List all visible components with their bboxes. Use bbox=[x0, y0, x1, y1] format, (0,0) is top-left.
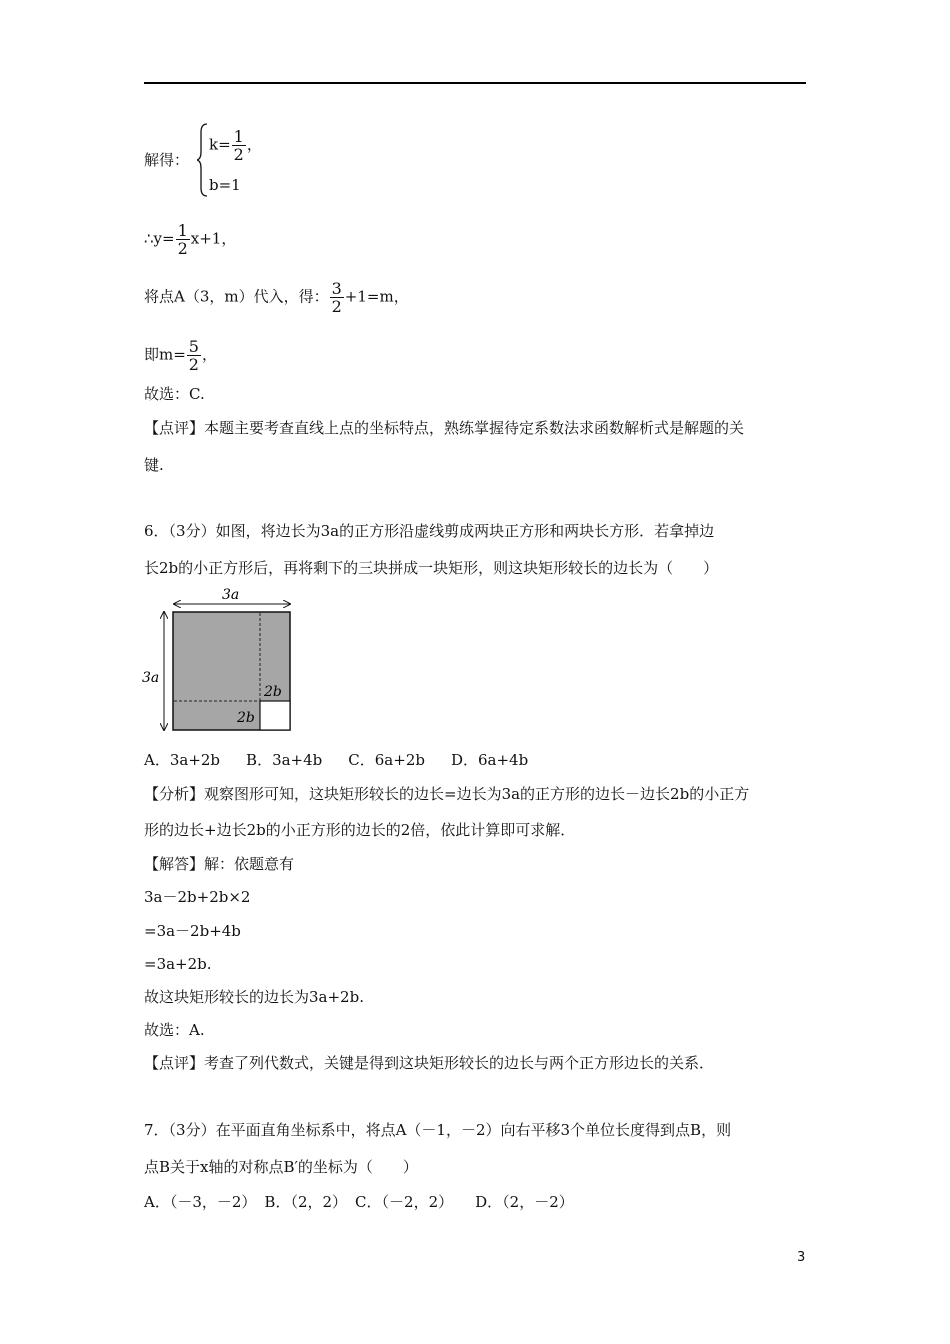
page-number: 3 bbox=[797, 1250, 806, 1265]
k-fraction bbox=[232, 128, 246, 163]
solve-label: 解得： bbox=[144, 151, 190, 169]
m-denominator: 2 bbox=[188, 355, 199, 374]
left-brace-icon bbox=[197, 122, 209, 198]
q6-comment: 【点评】考查了列代数式，关键是得到这块矩形较长的边长与两个正方形边长的关系． bbox=[144, 1054, 715, 1072]
q7-choice-d[interactable]: D．（2，－2） bbox=[475, 1193, 574, 1211]
k-lhs: k= bbox=[209, 135, 231, 154]
substitute-line bbox=[144, 280, 409, 315]
q6-analysis-line2: 形的边长+边长2b的小正方形的边长的2倍，依此计算即可求解． bbox=[144, 821, 576, 839]
therefore-prefix: ∴y= bbox=[144, 229, 175, 248]
substitute-numerator: 3 bbox=[331, 279, 342, 298]
q6-step3: =3a+2b. bbox=[144, 955, 212, 973]
k-comma: ， bbox=[246, 135, 262, 154]
q5-answer: 故选：C. bbox=[144, 385, 205, 403]
q6-stem-line2: 长2b的小正方形后，再将剩下的三块拼成一块矩形，则这块矩形较长的边长为（ ） bbox=[144, 559, 719, 577]
therefore-numerator: 1 bbox=[177, 221, 188, 240]
q5-comment-line1: 【点评】本题主要考查直线上点的坐标特点，熟练掌握待定系数法求函数解析式是解题的关 bbox=[144, 419, 745, 437]
q6-choice-a[interactable]: A．3a+2b bbox=[144, 751, 221, 769]
therefore-fraction bbox=[176, 222, 190, 257]
header-rule bbox=[144, 82, 806, 84]
m-prefix: 即m= bbox=[144, 345, 186, 364]
therefore-line bbox=[144, 222, 236, 257]
top-dimension-label: 3a bbox=[222, 587, 240, 603]
m-suffix: ， bbox=[201, 345, 217, 364]
q6-choice-d[interactable]: D．6a+4b bbox=[450, 751, 529, 769]
inner-label-bottom: 2b bbox=[237, 710, 255, 726]
equation-system bbox=[197, 122, 287, 198]
q7-choice-a[interactable]: A．（－3，－2） bbox=[144, 1193, 257, 1211]
k-denominator: 2 bbox=[233, 145, 244, 164]
q6-conclusion: 故这块矩形较长的边长为3a+2b. bbox=[144, 988, 364, 1006]
square-diagram bbox=[140, 586, 300, 736]
q6-solution-title: 【解答】解：依题意有 bbox=[144, 855, 295, 873]
q7-stem-line2: 点B关于x轴的对称点B′的坐标为（ ） bbox=[144, 1158, 418, 1176]
q6-stem-line1: 6．（3分）如图，将边长为3a的正方形沿虚线剪成两块正方形和两块长方形．若拿掉边 bbox=[144, 522, 715, 540]
square-figure bbox=[140, 586, 300, 740]
equation-b: b=1 bbox=[209, 176, 241, 194]
q5-comment-line2: 键. bbox=[144, 456, 164, 474]
q6-step2: =3a－2b+4b bbox=[144, 922, 241, 940]
q6-answer: 故选：A. bbox=[144, 1021, 205, 1039]
equation-k bbox=[209, 128, 262, 163]
m-line bbox=[144, 338, 217, 373]
q7-stem-line1: 7．（3分）在平面直角坐标系中，将点A（－1，－2）向右平移3个单位长度得到点B，则 bbox=[144, 1121, 732, 1139]
substitute-prefix: 将点A（3，m）代入，得： bbox=[144, 287, 329, 306]
therefore-suffix: x+1， bbox=[190, 229, 237, 248]
q6-choices bbox=[144, 750, 554, 770]
substitute-denominator: 2 bbox=[331, 297, 342, 316]
q7-choice-b[interactable]: B．（2，2） bbox=[264, 1193, 348, 1211]
substitute-suffix: +1=m， bbox=[344, 287, 409, 306]
m-numerator: 5 bbox=[188, 337, 199, 356]
left-dimension-label: 3a bbox=[142, 670, 160, 686]
q6-choice-b[interactable]: B．3a+4b bbox=[246, 751, 323, 769]
q7-choice-c[interactable]: C．（－2，2） bbox=[355, 1193, 454, 1211]
q6-analysis-line1: 【分析】观察图形可知，这块矩形较长的边长=边长为3a的正方形的边长－边长2b的小正方 bbox=[144, 785, 750, 803]
q7-choices bbox=[144, 1192, 600, 1212]
m-fraction bbox=[187, 338, 201, 373]
q6-step1: 3a－2b+2b×2 bbox=[144, 888, 251, 906]
q6-choice-c[interactable]: C．6a+2b bbox=[348, 751, 425, 769]
inner-label-right: 2b bbox=[264, 684, 282, 700]
therefore-denominator: 2 bbox=[177, 239, 188, 258]
substitute-fraction bbox=[330, 280, 344, 315]
k-numerator: 1 bbox=[233, 127, 244, 146]
small-square-removed bbox=[260, 701, 290, 730]
